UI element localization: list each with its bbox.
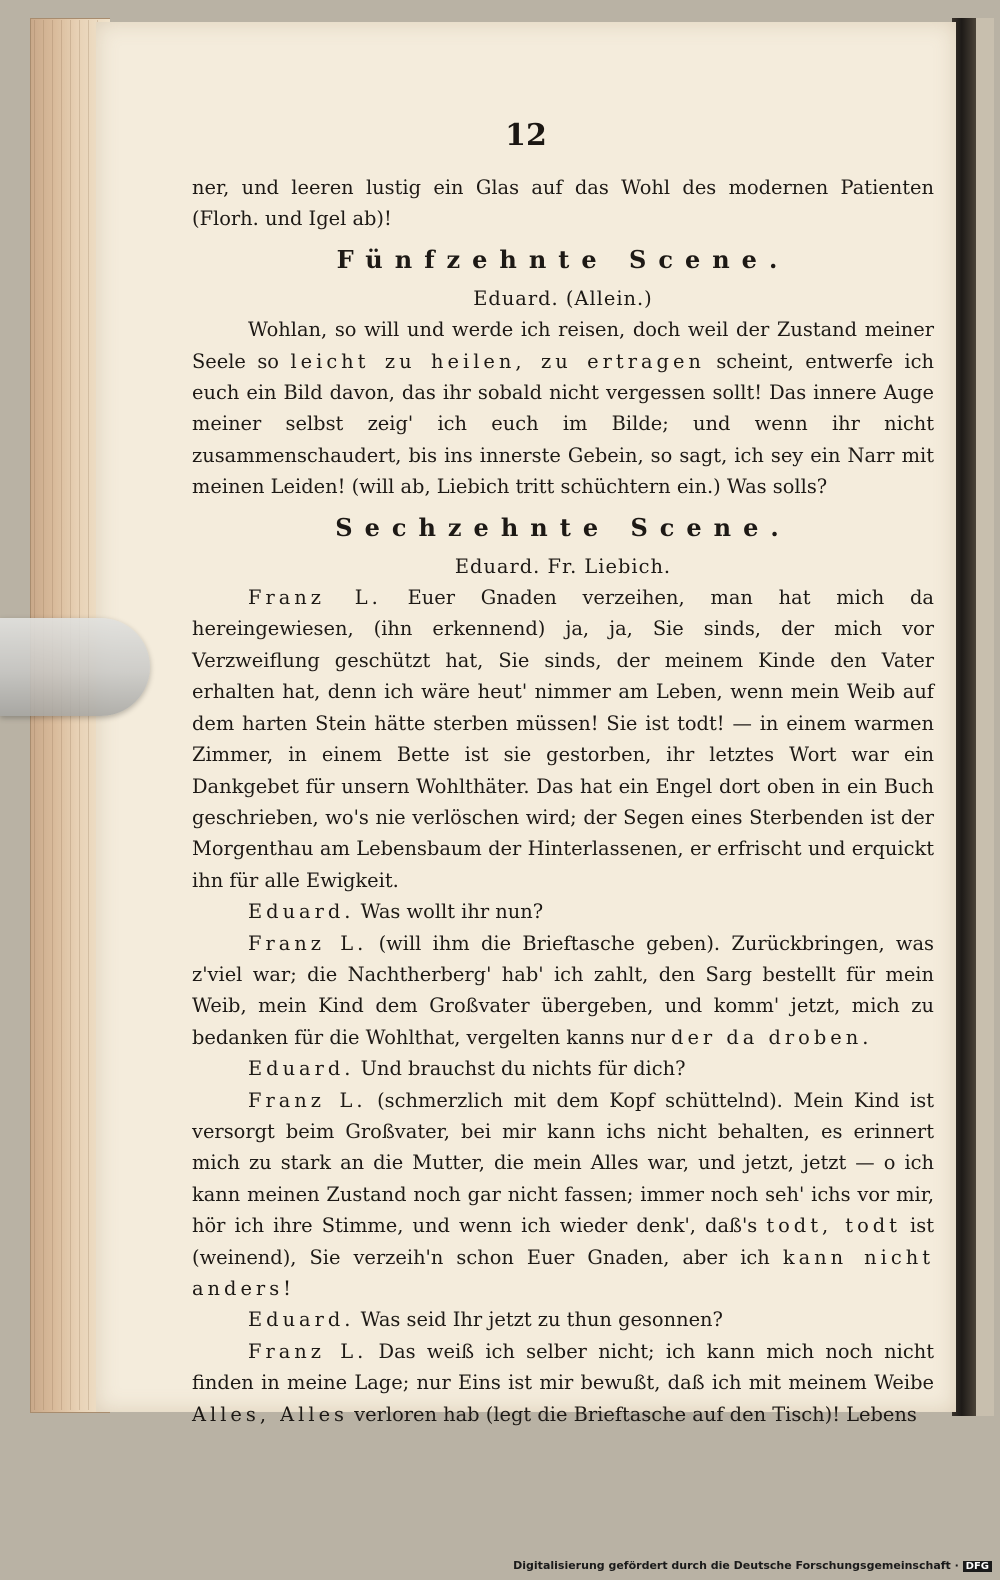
speech-text: (schmerzlich mit dem Kopf schüttelnd). Mein Kind ist versorgt beim Großvater, bei mir kann ichs nicht behalten, es erinnert mich zu stark an die Mutter, die mein Alles war, und jetzt, jetzt — o ich kann meinen Zustand noch gar nicht fassen; immer noch seh' ichs vor mir, hör ich ihre Stimme, und wenn ich wieder denk', daß's	[192, 1088, 934, 1238]
speech-text: verloren hab (legt die Brieftasche auf den Tisch)! Lebens	[348, 1402, 917, 1426]
monologue-spaced: leicht zu heilen, zu ertragen	[290, 349, 705, 373]
speech-end: .	[862, 1025, 869, 1049]
speech-franz-4	[192, 1336, 934, 1430]
monologue-part-a: Wohlan, so will und werde ich reisen, doch weil der Zustand meiner Seele so	[192, 318, 934, 373]
scene-15-cast: Eduard. (Allein.)	[473, 286, 653, 310]
speech-text: Euer Gnaden verzeihen, man hat mich da hereingewiesen, (ihn erkennend) ja, ja, Sie sinds, der mich vor Verzweiflung geschützt hat, Sie sinds, der meinem Kinde den Vater erhalten hat, denn ich wäre heut' nimmer am Leben, wenn mein Weib auf dem harten Stein hätte sterben müssen! Sie ist todt! — in einem warmen Zimmer, in einem Bette ist sie gestorben, ihr letztes Wort war ein Dankgebet für unsern Wohlthäter. Das hat ein Engel dort oben in ein Buch geschrieben, wo's nie verlöschen wird; der Segen eines Sterbenden ist der Morgenthau am Lebensbaum der Hinterlassenen, er erfrischt und erquickt ihn für alle Ewigkeit.	[192, 586, 934, 892]
speech-eduard-1	[192, 896, 934, 927]
intro-paragraph: ner, und leeren lustig ein Glas auf das Wohl des modernen Patienten (Florh. und Igel ab)!	[192, 176, 934, 231]
speech-text: ist (weinend), Sie verzeih'n schon Euer Gnaden, aber ich	[192, 1214, 934, 1269]
speech-spaced: Alles, Alles	[192, 1402, 348, 1426]
speech-text: Und brauchst du nichts für dich?	[354, 1057, 686, 1081]
speech-text: Was wollt ihr nun?	[354, 900, 544, 924]
speech-end: !	[283, 1277, 291, 1300]
monologue-part-b: scheint, entwerfe ich euch ein Bild davon, das ihr sobald nicht vergessen sollt! Das innere Auge meiner selbst zeig' ich euch im Bilde; und wenn ihr nicht zusammenschaudert, bis ins innerste Gebein, so sagt, ich sey ein Narr mit meinen Leiden! (will ab, Liebich tritt schüchtern ein.) Was solls?	[192, 349, 934, 499]
scanner-page-clip	[0, 618, 150, 716]
page-number: 12	[505, 118, 547, 153]
digitization-footer: Digitalisierung gefördert durch die Deutsche Forschungsgemeinschaft · DFG	[513, 1559, 992, 1572]
speech-spaced: kann nicht anders	[192, 1245, 934, 1300]
speech-eduard-2	[192, 1053, 934, 1084]
speech-spaced: der da droben	[671, 1025, 863, 1049]
book-back-edge	[976, 18, 994, 1416]
speaker-franz: Franz L.	[248, 1088, 367, 1112]
speaker-eduard: Eduard.	[248, 1057, 355, 1081]
speaker-franz: Franz L.	[248, 586, 382, 610]
speech-spaced: todt, todt	[766, 1214, 901, 1238]
footer-text: Digitalisierung gefördert durch die Deutsche Forschungsgemeinschaft	[513, 1559, 951, 1572]
speaker-franz: Franz L.	[248, 1339, 368, 1363]
scene-16-cast: Eduard. Fr. Liebich.	[454, 554, 672, 578]
speech-franz-3	[192, 1085, 934, 1305]
speaker-franz: Franz L.	[248, 931, 368, 955]
scene-15-heading: Fünfzehnte Scene.	[336, 244, 790, 274]
speaker-eduard: Eduard.	[248, 1308, 355, 1332]
speech-eduard-3	[192, 1304, 934, 1335]
page-text	[192, 172, 934, 1430]
speech-text: Das weiß ich selber nicht; ich kann mich noch nicht finden in meine Lage; nur Eins ist mir bewußt, daß ich mit meinem Weibe	[192, 1339, 934, 1395]
dfg-logo: DFG	[963, 1561, 992, 1572]
speech-text: Was seid Ihr jetzt zu thun gesonnen?	[354, 1308, 723, 1332]
speech-text: (will ihm die Brieftasche geben). Zurückbringen, was z'viel war; die Nachtherberg' hab' ich zahlt, den Sarg bestellt für mein Weib, mein Kind dem Großvater übergeben, und komm' jetzt, mich zu bedanken für die Wohlthat, vergelten kanns nur	[192, 931, 934, 1049]
speech-franz-2	[192, 928, 934, 1054]
book-page	[96, 22, 956, 1426]
scene-16-heading: Sechzehnte Scene.	[335, 512, 791, 542]
speech-franz-1	[192, 582, 934, 896]
speaker-eduard: Eduard.	[248, 900, 355, 924]
eduard-monologue	[192, 314, 934, 502]
